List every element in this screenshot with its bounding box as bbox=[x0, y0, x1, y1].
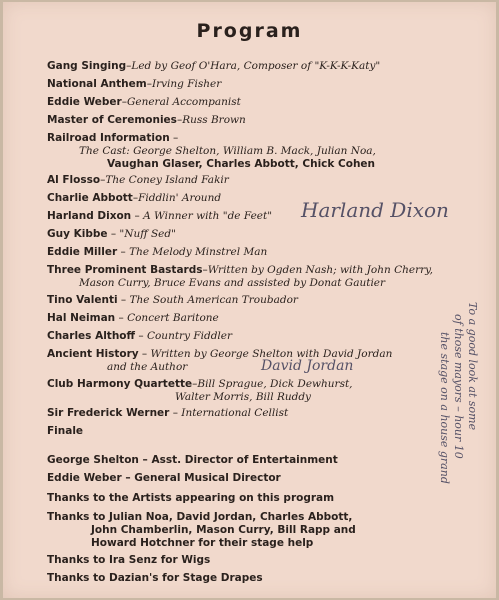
act-name: National Anthem bbox=[47, 78, 147, 90]
program-page bbox=[3, 2, 496, 598]
program-entry-three-prominent-bastards: Three Prominent Bastards–Written by Ogden Nash; with John Cherry, bbox=[47, 264, 433, 276]
quartette-line-2 bbox=[47, 390, 496, 404]
credit-line: Thanks to Julian Noa, David Jordan, Charles Abbott, bbox=[47, 511, 353, 523]
credit-line: Howard Hotchner for their stage help bbox=[91, 537, 314, 549]
cast-line bbox=[47, 144, 496, 158]
program-entry-al-flosso: Al Flosso–The Coney Island Fakir bbox=[47, 174, 229, 186]
act-name: Railroad Information bbox=[47, 132, 170, 144]
act-description: The South American Troubador bbox=[129, 294, 298, 306]
signature-harland-dixon: Harland Dixon bbox=[301, 198, 449, 222]
cast-line-2: Vaughan Glaser, Charles Abbott, Chick Cohen bbox=[107, 158, 376, 170]
program-entry-railroad-information: Railroad Information – bbox=[47, 132, 179, 144]
act-description: The Coney Island Fakir bbox=[105, 174, 229, 186]
act-description: A Winner with "de Feet" bbox=[143, 210, 273, 222]
act-name: Eddie Miller bbox=[47, 246, 118, 258]
program-entry-charlie-abbott: Charlie Abbott–Fiddlin' Around bbox=[47, 192, 222, 204]
program-entry-national-anthem: National Anthem–Irving Fisher bbox=[47, 78, 222, 90]
program-entry-eddie-miller: Eddie Miller – The Melody Minstrel Man bbox=[47, 246, 268, 258]
program-entry-club-harmony-quartette: Club Harmony Quartette–Bill Sprague, Dick Dewhurst, bbox=[47, 378, 353, 390]
credit-line: John Chamberlin, Mason Curry, Bill Rapp and bbox=[91, 524, 356, 536]
signature-david-jordan: David Jordan bbox=[261, 358, 354, 374]
act-description: Russ Brown bbox=[182, 114, 246, 126]
act-description: "Nuff Sed" bbox=[119, 228, 176, 240]
handwritten-note-line-1: To a good look at some bbox=[466, 302, 479, 431]
act-name: Three Prominent Bastards bbox=[47, 264, 203, 276]
act-description: The Melody Minstrel Man bbox=[129, 246, 268, 258]
act-description-continued: Mason Curry, Bruce Evans and assisted by Donat Gautier bbox=[79, 277, 386, 289]
program-entry-guy-kibbe: Guy Kibbe – "Nuff Sed" bbox=[47, 228, 176, 240]
act-description: International Cellist bbox=[181, 407, 289, 419]
page-title: Program bbox=[196, 20, 303, 42]
act-name: Al Flosso bbox=[47, 174, 101, 186]
program-entry-ancient-history: Ancient History – Written by George Shelton with David Jordan bbox=[47, 348, 393, 360]
act-description-continued: and the Author bbox=[107, 361, 188, 373]
act-name: Hal Neiman bbox=[47, 312, 116, 324]
program-entry-charles-althoff: Charles Althoff – Country Fiddler bbox=[47, 330, 233, 342]
act-description-continued: Walter Morris, Bill Ruddy bbox=[175, 391, 311, 403]
cast-line-continued bbox=[47, 157, 496, 171]
act-description: Written by George Shelton with David Jordan bbox=[150, 348, 393, 360]
program-entry-gang-singing: Gang Singing–Led by Geof O'Hara, Composer of "K-K-K-Katy" bbox=[47, 60, 381, 72]
program-entry-tino-valenti: Tino Valenti – The South American Troubador bbox=[47, 294, 298, 306]
cast-line-1: The Cast: George Shelton, William B. Mack, Julian Noa, bbox=[79, 145, 376, 157]
credit-line: Thanks to Ira Senz for Wigs bbox=[47, 554, 211, 566]
act-description: Country Fiddler bbox=[146, 330, 233, 342]
program-entry-harland-dixon: Harland Dixon – A Winner with "de Feet" bbox=[47, 210, 273, 222]
act-name: Harland Dixon bbox=[47, 210, 132, 222]
program-entry-master-of-ceremonies: Master of Ceremonies–Russ Brown bbox=[47, 114, 246, 126]
act-name: Ancient History bbox=[47, 348, 139, 360]
act-name: Guy Kibbe bbox=[47, 228, 108, 240]
credit-line: Thanks to Dazian's for Stage Drapes bbox=[47, 572, 263, 584]
act-name: Gang Singing bbox=[47, 60, 127, 72]
act-description: Written by Ogden Nash; with John Cherry, bbox=[207, 264, 433, 276]
handwritten-note-line-3: the stage on a house grand bbox=[438, 332, 451, 484]
bastards-line-2 bbox=[47, 276, 496, 290]
program-entry-eddie-weber: Eddie Weber–General Accompanist bbox=[47, 96, 241, 108]
act-name: Club Harmony Quartette bbox=[47, 378, 193, 390]
act-name: Tino Valenti bbox=[47, 294, 118, 306]
credit-line: Eddie Weber – General Musical Director bbox=[47, 472, 281, 484]
act-name: Charles Althoff bbox=[47, 330, 136, 342]
act-name: Master of Ceremonies bbox=[47, 114, 177, 126]
act-name: Eddie Weber bbox=[47, 96, 122, 108]
act-description: Fiddlin' Around bbox=[138, 192, 222, 204]
handwritten-note-line-2: of those mayors – hour 10 bbox=[452, 314, 465, 459]
act-description: General Accompanist bbox=[126, 96, 241, 108]
act-name: Sir Frederick Werner bbox=[47, 407, 170, 419]
act-description: Irving Fisher bbox=[151, 78, 222, 90]
credit-line: George Shelton – Asst. Director of Entertainment bbox=[47, 454, 338, 466]
credit-line: Thanks to the Artists appearing on this program bbox=[47, 492, 335, 504]
act-description: Concert Baritone bbox=[127, 312, 219, 324]
act-description: Bill Sprague, Dick Dewhurst, bbox=[197, 378, 353, 390]
program-entry-sir-frederick-werner: Sir Frederick Werner – International Cellist bbox=[47, 407, 289, 419]
act-description: Led by Geof O'Hara, Composer of "K-K-K-Katy" bbox=[131, 60, 381, 72]
act-name: Finale bbox=[47, 425, 84, 437]
program-entry-hal-neiman: Hal Neiman – Concert Baritone bbox=[47, 312, 219, 324]
program-entry-finale bbox=[47, 424, 467, 438]
act-name: Charlie Abbott bbox=[47, 192, 133, 204]
